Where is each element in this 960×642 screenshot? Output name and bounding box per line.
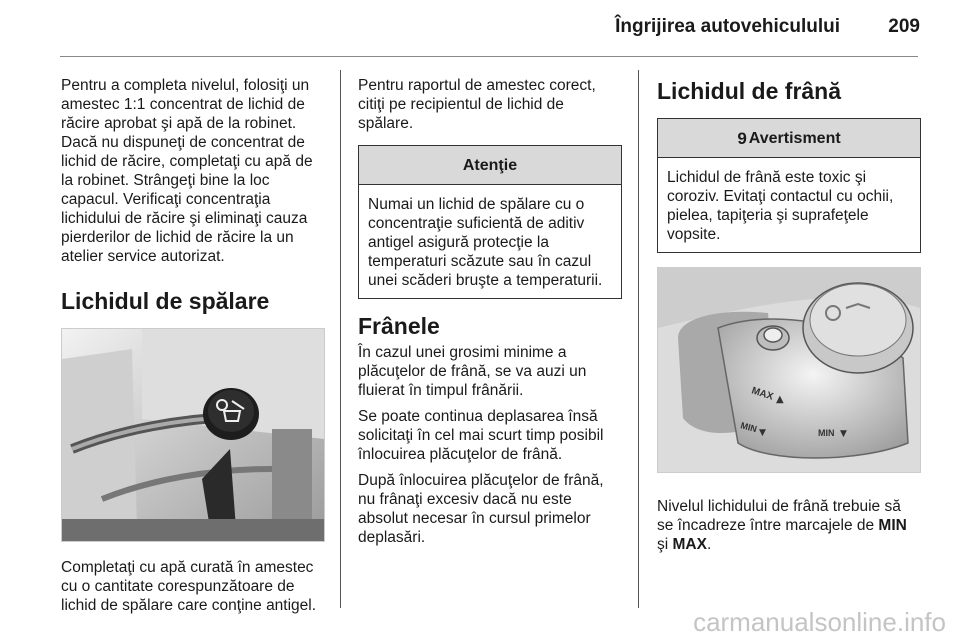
min-mark-arrow-left-icon: ▼ (759, 428, 766, 438)
min-mark-label-right: MIN (818, 428, 835, 438)
warning-triangle-icon: 9 (737, 128, 747, 148)
max-mark-arrow-icon: ▲ (776, 394, 784, 405)
washer-reservoir-photo (61, 328, 325, 542)
min-mark-label-left: MIN (739, 420, 759, 435)
caption-text-mid: şi (657, 536, 673, 553)
warning-box (657, 118, 921, 253)
caption-min: MIN (878, 517, 907, 534)
column-2 (358, 76, 622, 554)
brakes-paragraph-3: După înlocuirea plăcuţelor de frână, nu frânaţi excesiv dacă nu este absolut necesar în cursul primelor deplasări. (358, 472, 604, 546)
notice-title: Atenţie (359, 146, 621, 185)
column-divider-1 (340, 70, 341, 608)
washer-caption: Completaţi cu apă curată în amestec cu o cantitate corespunzătoare de lichid de spălare care conţine antigel. (61, 559, 317, 614)
coolant-paragraph: Pentru a completa nivelul, folosiţi un amestec 1:1 concentrat de lichid de răcire aprobat şi apă de la robinet. Dacă nu dispuneţi de concentrat de lichid de răcire, completaţi cu apă de la robinet. Strângeţi bine la loc capacul. Verificaţi concentraţia lichidului de răcire şi eliminaţi cauza pierderilor de lichid de răcire la un atelier service autorizat. (61, 77, 313, 265)
notice-box (358, 145, 622, 299)
notice-text: Numai un lichid de spălare cu o concentraţie suficientă de aditiv antigel asigură protecţie la temperaturi scăzute sau în cazul unei scăderi bruşte a temperaturii. (368, 196, 603, 289)
watermark: carmanualsonline.info (693, 607, 946, 637)
page-header-title: Îngrijirea autovehiculului (615, 16, 840, 37)
min-mark-arrow-right-icon: ▼ (840, 429, 847, 439)
brake-fluid-caption (657, 497, 921, 554)
brakes-paragraph-1: În cazul unei grosimi minime a plăcuţelor de frână, se va auzi un fluierat în timpul frânării. (358, 344, 587, 399)
warning-text: Lichidul de frână este toxic şi coroziv. Evitaţi contactul cu ochii, pielea, tapiţeria şi suprafeţele vopsite. (667, 169, 894, 243)
caption-text-end: . (706, 536, 712, 553)
warning-title-bar (658, 119, 920, 158)
column-divider-2 (638, 70, 639, 608)
brake-fluid-heading: Lichidul de frână (657, 78, 842, 104)
caption-max: MAX (672, 536, 707, 553)
warning-title: Avertisment (748, 129, 841, 147)
caption-text-start: Nivelul lichidului de frână trebuie să se încadreze între marcajele de (657, 498, 901, 534)
max-mark-label: MAX (750, 385, 775, 403)
mix-ratio-paragraph: Pentru raportul de amestec corect, citiţi pe recipientul de lichid de spălare. (358, 77, 596, 132)
header-divider (60, 56, 918, 57)
washer-fluid-heading: Lichidul de spălare (61, 288, 270, 314)
brakes-heading: Frânele (358, 313, 440, 339)
brakes-paragraph-2: Se poate continua deplasarea însă solicitaţi în cel mai scurt timp posibil înlocuirea plăcuţelor de frână. (358, 408, 604, 463)
column-1 (61, 76, 323, 622)
column-3 (657, 76, 921, 561)
brake-fluid-reservoir-photo (657, 267, 921, 473)
page-number: 209 (888, 16, 920, 37)
